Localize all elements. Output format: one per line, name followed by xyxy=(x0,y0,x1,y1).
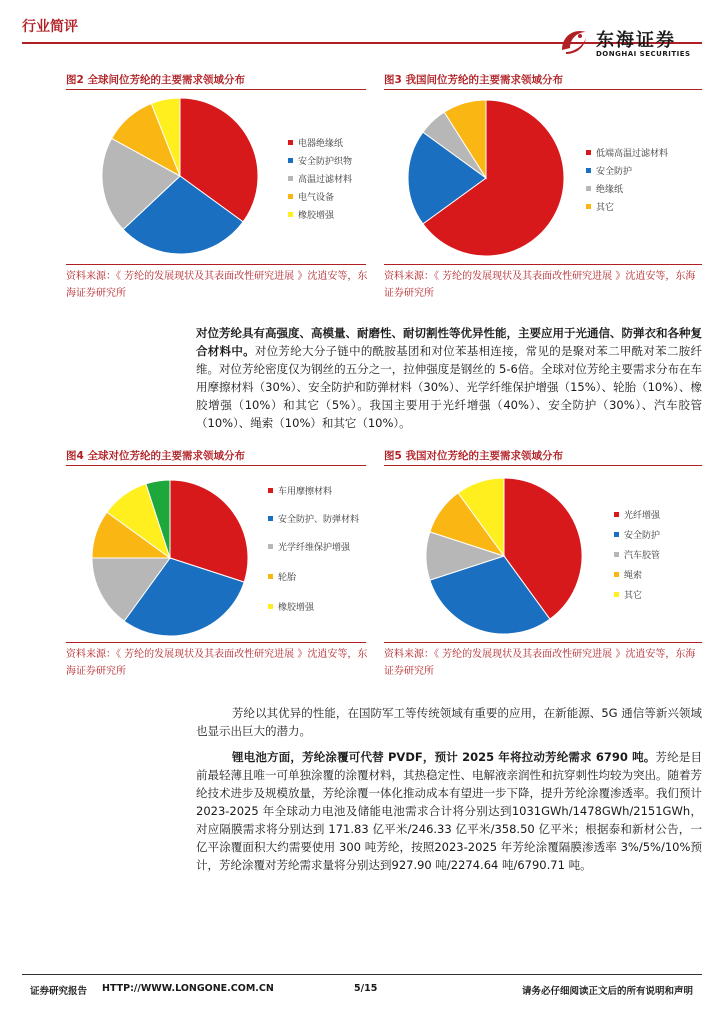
section-title: 行业简评 xyxy=(22,19,78,35)
legend-label: 绳索 xyxy=(624,571,643,581)
figure-title: 图3 我国间位芳纶的主要需求领域分布 xyxy=(384,74,563,86)
figure-source: 资料来源：《 芳纶的发展现状及其表面改性研究进展 》沈逍安等，东海证券研究所 xyxy=(66,271,368,299)
legend-label: 电气设备 xyxy=(298,193,335,203)
legend-swatch xyxy=(614,532,619,537)
legend-label: 光纤增强 xyxy=(624,511,661,521)
figure-source: 资料来源：《 芳纶的发展现状及其表面改性研究进展 》沈逍安等，东海证券研究所 xyxy=(384,271,696,299)
legend-swatch xyxy=(614,572,619,577)
logo-subtext: DONGHAI SECURITIES xyxy=(596,50,691,58)
figure-title-rule xyxy=(384,89,702,90)
legend-swatch xyxy=(614,512,619,517)
legend-swatch xyxy=(586,168,591,173)
chart-legend xyxy=(586,146,696,226)
legend-label: 低端高温过滤材料 xyxy=(596,149,669,159)
legend-swatch xyxy=(268,604,273,609)
legend-label: 安全防护 xyxy=(596,167,633,177)
legend-label: 安全防护 xyxy=(624,531,661,541)
paragraph-text: 对位芳纶大分子链中的酰胺基团和对位苯基相连接，常见的是聚对苯二甲酰对苯二胺纤维。对位芳纶密度仅为钢丝的五分之一，拉伸强度是钢丝的 5-6倍。全球对位芳纶主要需求分布在车用摩擦材料（30%）、安全防护和防弹材料（30%）、光学纤维保护增强（15%）、轮胎（10%）、橡胶增强（10%）和其它（5%）。我国主要用于光纤增强（40%）、安全防护（30%）、汽车胶管（10%）、绳索（10%）和其它（10%）。 xyxy=(196,344,703,430)
body-paragraph xyxy=(196,748,702,874)
chart-legend xyxy=(288,136,368,236)
legend-label: 电器绝缘纸 xyxy=(298,139,344,149)
legend-label: 安全防护织物 xyxy=(298,157,353,167)
legend-label: 橡胶增强 xyxy=(278,603,315,613)
pie-chart-fig3 xyxy=(406,98,566,258)
legend-label: 橡胶增强 xyxy=(298,211,335,221)
legend-label: 安全防护、防弹材料 xyxy=(278,515,360,525)
logo-mark-icon xyxy=(556,22,592,62)
legend-swatch xyxy=(288,140,293,145)
footer-divider xyxy=(22,974,702,975)
legend-swatch xyxy=(288,158,293,163)
legend-swatch xyxy=(288,176,293,181)
figure-source: 资料来源：《 芳纶的发展现状及其表面改性研究进展 》沈逍安等，东海证券研究所 xyxy=(66,649,368,677)
legend-swatch xyxy=(268,544,273,549)
footer-disclaimer: 请务必仔细阅读正文后的所有说明和声明 xyxy=(522,986,694,997)
footer-url[interactable]: HTTP://WWW.LONGONE.COM.CN xyxy=(102,983,274,994)
paragraph-lead: 锂电池方面，芳纶涂覆可代替 PVDF，预计 2025 年将拉动芳纶需求 6790 吨。 xyxy=(232,750,656,764)
body-paragraph: 芳纶以其优异的性能，在国防军工等传统领域有重要的应用，在新能源、5G 通信等新兴领域也显示出巨大的潜力。 xyxy=(196,706,702,738)
legend-swatch xyxy=(268,488,273,493)
legend-label: 绝缘纸 xyxy=(596,185,624,195)
paragraph-lead: 对位芳纶具有高强度、高模量、耐磨性、耐切割性等优异性能，主要应用于光通信、防弹衣和各种复合材料中。 xyxy=(196,326,702,358)
logo-text: 东海证券 xyxy=(596,30,676,51)
chart-legend xyxy=(268,484,368,624)
legend-label: 高温过滤材料 xyxy=(298,175,353,185)
legend-label: 汽车胶管 xyxy=(624,551,661,561)
legend-label: 光学纤维保护增强 xyxy=(278,543,351,553)
figure-title: 图2 全球间位芳纶的主要需求领域分布 xyxy=(66,74,245,86)
legend-swatch xyxy=(614,592,619,597)
figure-title: 图5 我国对位芳纶的主要需求领域分布 xyxy=(384,450,563,462)
legend-label: 其它 xyxy=(624,591,643,601)
figure-bottom-rule xyxy=(384,264,702,265)
legend-swatch xyxy=(586,204,591,209)
chart-legend xyxy=(614,508,704,608)
legend-swatch xyxy=(268,574,273,579)
legend-swatch xyxy=(288,212,293,217)
legend-swatch xyxy=(614,552,619,557)
pie-chart-fig4 xyxy=(90,478,250,638)
page-number: 5/15 xyxy=(354,983,378,994)
legend-label: 轮胎 xyxy=(278,573,297,583)
figure-title-rule xyxy=(384,465,702,466)
footer-label: 证券研究报告 xyxy=(30,986,88,997)
figure-source: 资料来源：《 芳纶的发展现状及其表面改性研究进展 》沈逍安等，东海证券研究所 xyxy=(384,649,696,677)
figure-bottom-rule xyxy=(66,642,366,643)
legend-label: 车用摩擦材料 xyxy=(278,487,333,497)
legend-swatch xyxy=(268,516,273,521)
legend-label: 其它 xyxy=(596,203,615,213)
legend-swatch xyxy=(586,150,591,155)
pie-chart-fig5 xyxy=(424,476,584,636)
figure-title: 图4 全球对位芳纶的主要需求领域分布 xyxy=(66,450,245,462)
body-paragraph xyxy=(196,324,702,432)
figure-title-rule xyxy=(66,465,366,466)
legend-swatch xyxy=(586,186,591,191)
figure-title-rule xyxy=(66,89,366,90)
figure-bottom-rule xyxy=(66,264,366,265)
legend-swatch xyxy=(288,194,293,199)
figure-bottom-rule xyxy=(384,642,702,643)
paragraph-text: 芳纶是目前最轻薄且唯一可单独涂覆的涂覆材料，其热稳定性、电解液亲润性和抗穿刺性均较为突出。随着芳纶技术进步及规模放量，芳纶涂覆一体化推动成本有望进一步下降，提升芳纶涂覆渗透率。我们预计 2023-2025 年全球动力电池及储能电池需求合计将分别达到1031GWh/1478GWh/2151GWh，对应隔膜需求将分别达到 171.83 亿平米/246.33 亿平米/358.50 亿平米；根据泰和新材公告，一亿平涂覆面积大约需要使用 300 吨芳纶，按照2023-2025 年芳纶涂覆隔膜渗透率 3%/5%/10%预计，芳纶涂覆对芳纶需求量将分别达到927.90 吨/2274.64 吨/6790.71 吨。 xyxy=(196,750,703,872)
pie-chart-fig2 xyxy=(100,96,260,256)
